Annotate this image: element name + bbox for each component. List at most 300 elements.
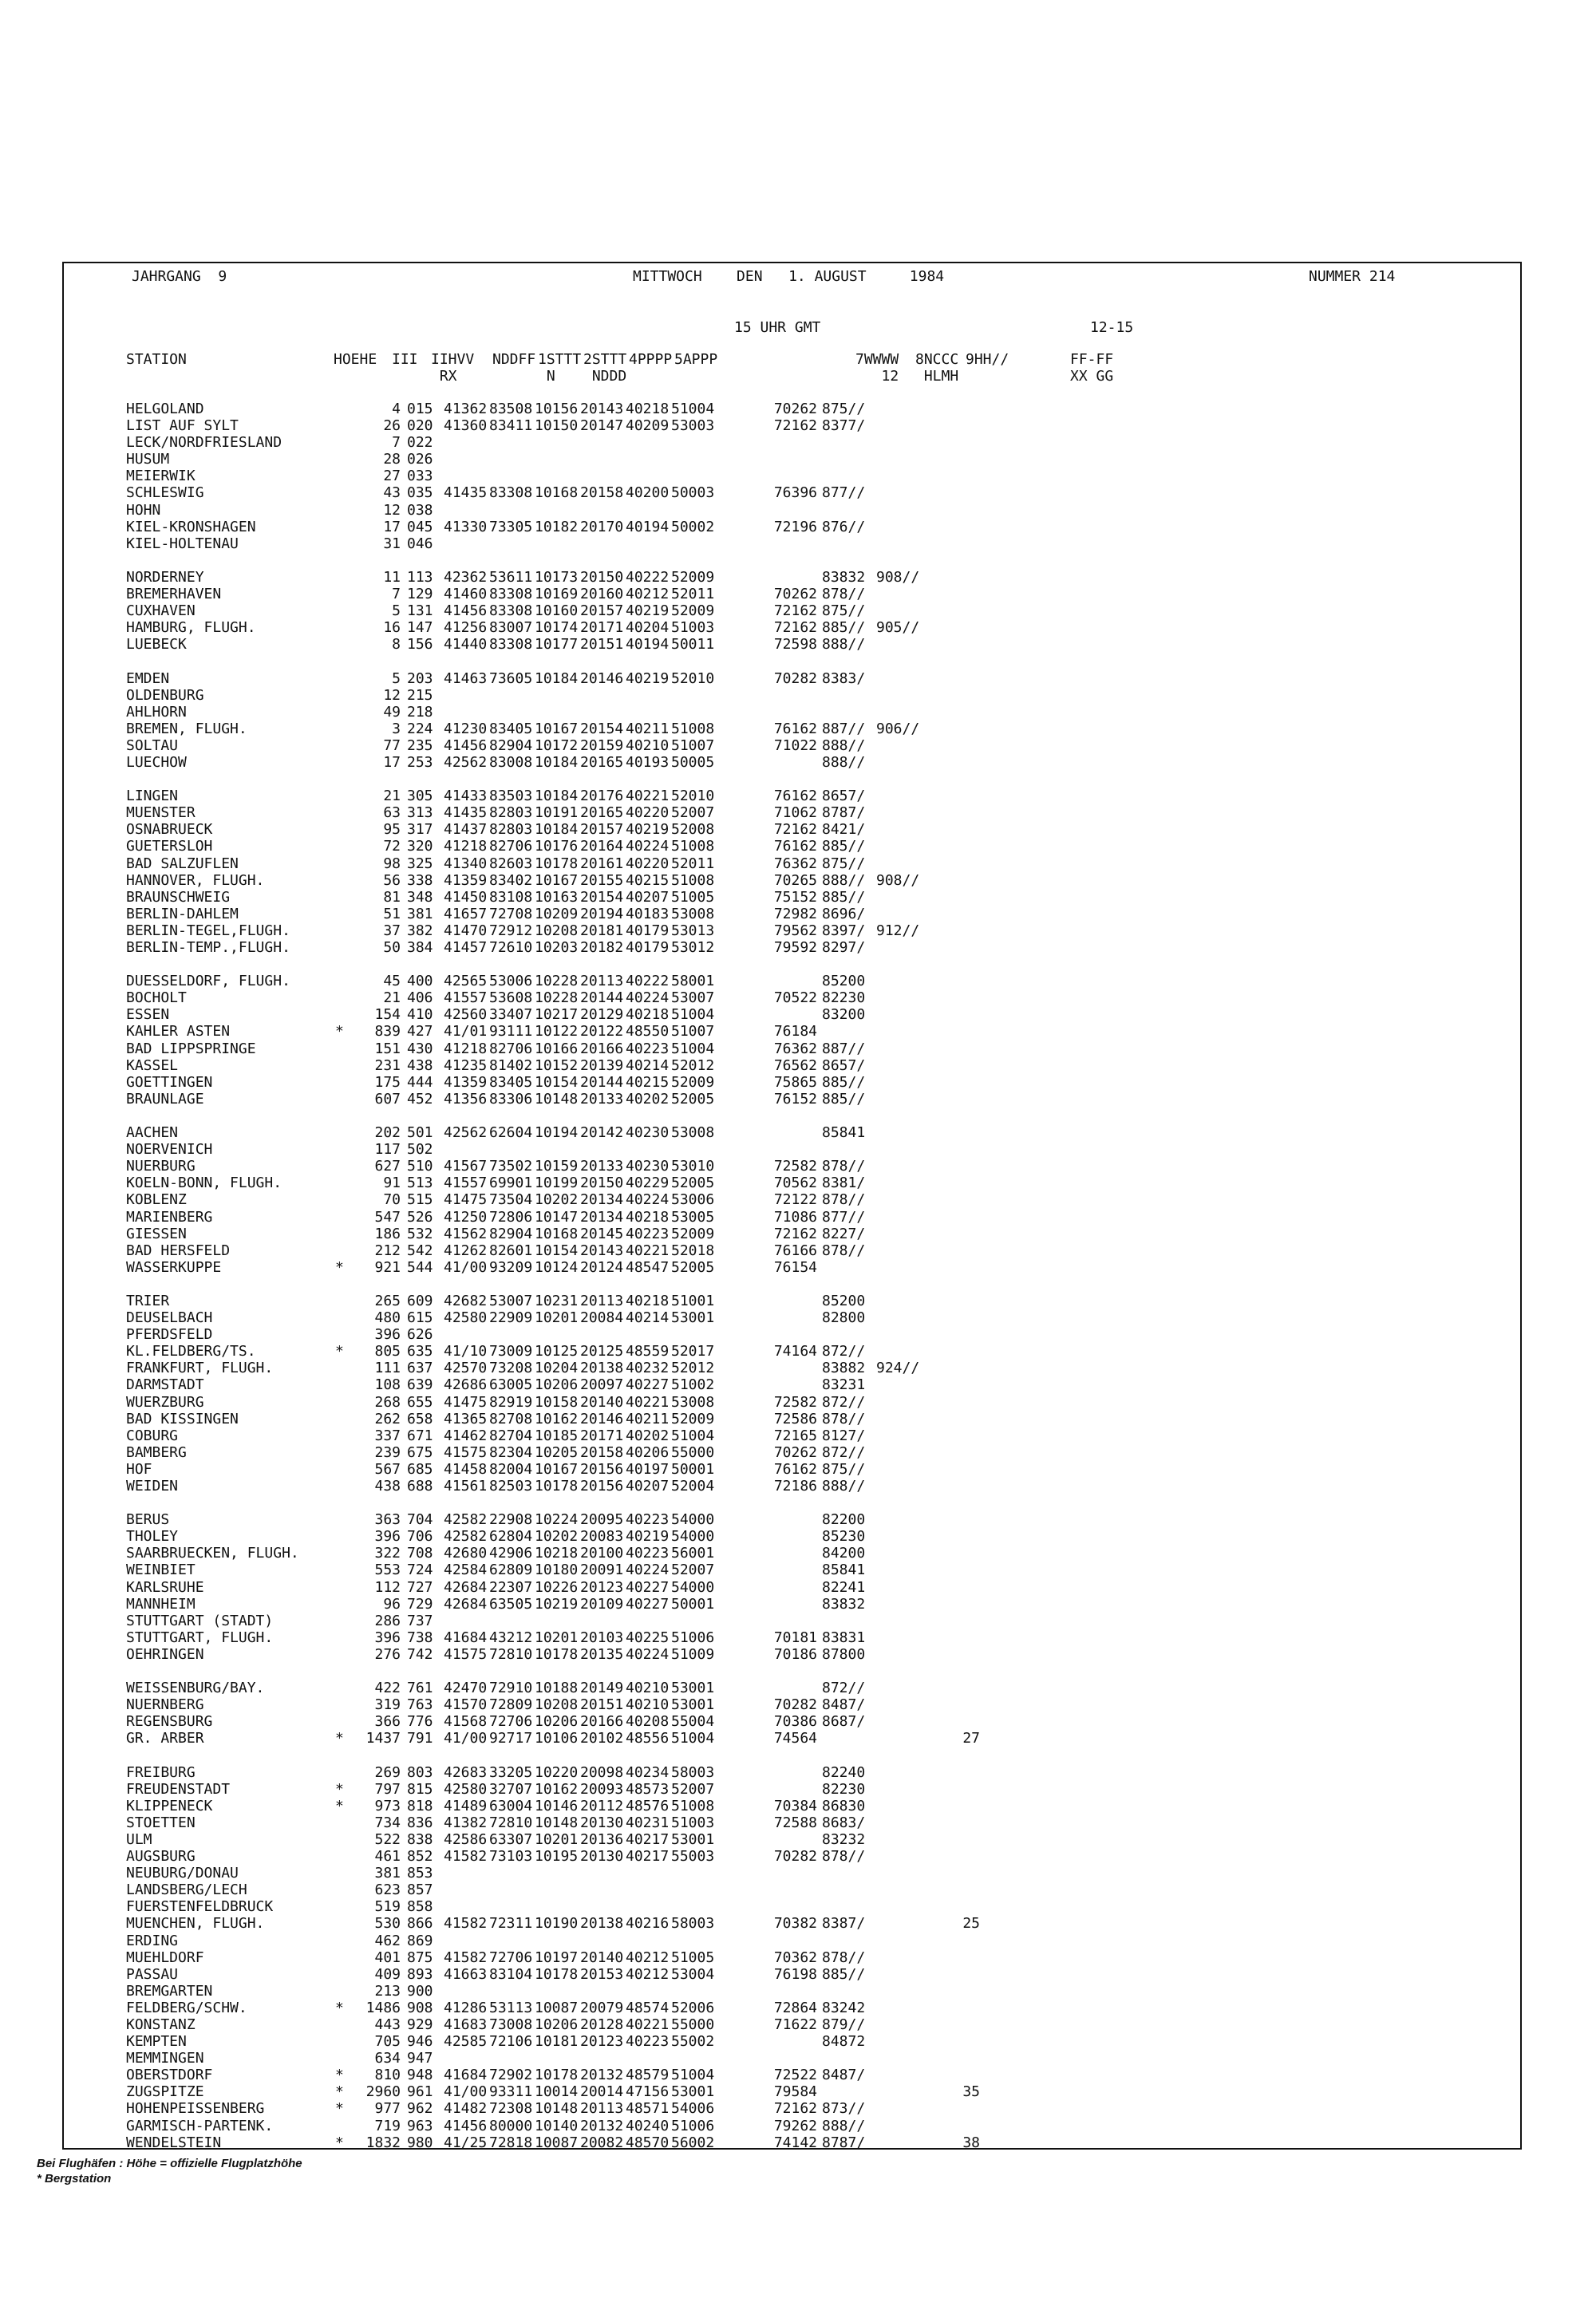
group-nddff: 53007 [489,1292,533,1309]
mountain-marker [335,989,351,1006]
group-2sttt: 20138 [580,1360,624,1377]
group-nddff: 72106 [489,2033,533,2051]
group-8nccc: 885// [822,838,866,855]
group-7wwww: 70522 [773,989,817,1007]
group-5appp: 52011 [671,586,715,603]
station-number: 026 [407,451,433,468]
group-2sttt: 20132 [580,2067,624,2084]
group-8nccc [822,1326,876,1343]
group-iihvv: 41/00 [444,2083,488,2101]
station-name: LUECHOW [126,753,187,771]
station-number: 791 [407,1730,433,1747]
group-5appp: 52004 [671,1478,715,1494]
group-2sttt: 20109 [580,1595,624,1613]
group-9hh [876,1057,948,1074]
station-number: 763 [407,1696,433,1714]
group-8nccc: 888// [822,753,866,771]
table-row [126,1915,980,1932]
table-row [126,1865,980,1881]
group-8nccc: 83832 [822,1595,866,1613]
group-1sttt: 10197 [535,1949,579,1966]
group-2sttt: 20166 [580,1713,624,1731]
table-row [126,1242,980,1259]
group-4pppp: 40218 [626,401,670,417]
group-9hh [876,1865,948,1881]
group-2sttt: 20083 [580,1528,624,1546]
group-1sttt: 10226 [535,1578,579,1596]
station-number: 035 [407,484,433,502]
group-7wwww: 72165 [773,1427,817,1444]
mountain-marker [335,1478,351,1494]
table-row [126,1191,980,1208]
group-8nccc [822,2083,876,2100]
group-7wwww: 76166 [773,1242,817,1259]
group-nddff: 82904 [489,736,533,754]
station-height: 108 [374,1376,401,1394]
table-row [126,1376,980,1393]
group-2sttt: 20128 [580,2016,624,2033]
gust-ff [948,1478,980,1494]
gust-ff [948,1191,980,1208]
group-4pppp: 40220 [626,804,670,822]
group-1sttt: 10206 [535,2016,579,2033]
issue-date: MITTWOCH DEN 1. AUGUST 1984 [633,268,945,285]
group-7wwww: 76152 [773,1090,817,1108]
group-9hh [876,821,948,838]
station-number: 688 [407,1478,433,1494]
station-height: 17 [383,753,401,771]
group-iihvv: 42682 [444,1292,488,1309]
station-height: 95 [383,821,401,839]
row-spacer [126,1747,980,1764]
group-2sttt: 20095 [580,1511,624,1529]
table-row [126,502,980,519]
gust-ff [948,1023,980,1040]
station-number: 427 [407,1023,433,1040]
gust-ff [948,906,980,922]
group-nddff: 72902 [489,2067,533,2084]
station-height: 175 [374,1073,401,1091]
table-row [126,1730,980,1747]
station-number: 929 [407,2016,433,2033]
group-9hh [876,804,948,821]
table-row [126,1226,980,1242]
mountain-marker [335,1898,351,1915]
group-4pppp: 48556 [626,1730,670,1747]
group-iihvv [444,502,489,519]
group-7wwww [757,1881,822,1898]
group-nddff: 62809 [489,1562,533,1579]
group-7wwww: 76162 [773,838,817,855]
group-7wwww: 70282 [773,1848,817,1866]
group-9hh [876,2134,948,2151]
group-7wwww: 72982 [773,905,817,922]
station-name: MARIENBERG [126,1208,213,1226]
mountain-marker [335,939,351,956]
station-name: BRAUNLAGE [126,1090,204,1108]
group-1sttt: 10160 [535,602,579,620]
group-nddff: 83405 [489,1073,533,1091]
mountain-marker [335,1091,351,1108]
group-nddff: 73504 [489,1191,533,1209]
group-iihvv: 41462 [444,1427,488,1444]
group-4pppp: 40240 [626,2117,670,2134]
group-5appp [671,687,717,704]
group-1sttt: 10191 [535,804,579,822]
mountain-marker [335,1613,351,1629]
station-name: KL.FELDBERG/TS. [126,1343,256,1360]
table-row [126,1983,980,2000]
station-number: 313 [407,804,433,822]
group-4pppp: 40231 [626,1814,670,1831]
station-height: 276 [374,1645,401,1663]
station-number: 858 [407,1898,433,1916]
mountain-marker [335,1881,351,1898]
station-number: 147 [407,619,433,637]
group-2sttt: 20122 [580,1023,624,1040]
table-row [126,1511,980,1528]
gust-ff [948,2016,980,2033]
station-height: 28 [383,451,401,468]
station-number: 033 [407,468,433,485]
group-4pppp: 40209 [626,417,670,435]
station-name: BERLIN-TEGEL,FLUGH. [126,922,290,939]
gust-ff [948,1713,980,1730]
mountain-marker [335,1360,351,1376]
group-nddff: 33205 [489,1763,533,1781]
station-number: 626 [407,1326,433,1344]
group-iihvv: 41575 [444,1443,488,1461]
group-5appp: 52009 [671,1073,715,1091]
group-8nccc: 82240 [822,1763,866,1781]
group-1sttt: 10185 [535,1427,579,1444]
station-number: 532 [407,1225,433,1242]
mountain-marker [335,1141,351,1158]
station-height: 337 [374,1427,401,1444]
time-range: 12-15 [1090,319,1134,336]
group-7wwww [757,502,822,519]
group-9hh [876,1427,948,1444]
group-5appp: 51009 [671,1645,715,1663]
group-4pppp: 40215 [626,1073,670,1091]
group-1sttt [535,434,580,451]
group-7wwww: 76162 [773,788,817,805]
group-5appp: 53007 [671,989,715,1007]
gust-ff [948,636,980,653]
group-iihvv: 42584 [444,1562,488,1579]
group-1sttt: 10206 [535,1376,579,1394]
group-9hh [876,535,948,552]
station-height: 212 [374,1242,401,1259]
station-name: FREIBURG [126,1763,196,1781]
group-9hh [876,484,948,501]
group-iihvv: 42562 [444,753,488,771]
group-nddff: 72809 [489,1696,533,1714]
station-number: 410 [407,1006,433,1024]
group-iihvv: 41437 [444,821,488,839]
group-iihvv: 42570 [444,1360,488,1377]
group-2sttt: 20134 [580,1208,624,1226]
station-height: 51 [383,905,401,922]
group-7wwww [757,1006,822,1023]
group-8nccc [822,1259,876,1276]
mountain-marker [335,1411,351,1427]
group-8nccc: 878// [822,1949,866,1966]
group-iihvv [444,687,489,704]
group-nddff: 83306 [489,1090,533,1108]
station-name: ZUGSPITZE [126,2083,204,2101]
mountain-marker [335,401,351,417]
group-5appp [671,1881,717,1898]
group-9hh [876,2033,948,2050]
group-iihvv: 41262 [444,1242,488,1259]
station-height: 17 [383,518,401,535]
gust-ff [948,1444,980,1461]
group-1sttt: 10184 [535,788,579,805]
station-name: KIEL-KRONSHAGEN [126,518,256,535]
group-8nccc [822,1141,876,1158]
group-iihvv [444,1326,489,1343]
station-number: 215 [407,686,433,704]
group-4pppp: 40227 [626,1376,670,1394]
group-2sttt: 20164 [580,838,624,855]
group-iihvv: 41567 [444,1158,488,1175]
mountain-marker [335,502,351,519]
station-height: 396 [374,1629,401,1646]
station-height: 409 [374,1965,401,1983]
group-1sttt: 10087 [535,2134,579,2151]
table-row [126,1713,980,1730]
group-8nccc: 877// [822,484,866,502]
group-1sttt: 10166 [535,1040,579,1057]
station-name: BRAUNSCHWEIG [126,888,231,906]
station-name: DARMSTADT [126,1376,204,1394]
group-4pppp: 40202 [626,1090,670,1108]
group-nddff: 42906 [489,1545,533,1562]
group-7wwww: 74164 [773,1343,817,1360]
mountain-marker: * [335,2100,344,2118]
station-height: 268 [374,1393,401,1411]
group-2sttt: 20140 [580,1949,624,1966]
group-7wwww [757,1596,822,1613]
group-nddff: 82503 [489,1478,533,1494]
group-9hh [876,1966,948,1983]
station-height: 5 [392,669,401,687]
group-iihvv: 41562 [444,1225,488,1242]
station-height: 1486 [365,1999,401,2016]
group-9hh [876,1915,948,1932]
row-spacer [126,771,980,788]
group-8nccc: 8127/ [822,1427,866,1444]
table-row [126,754,980,771]
mountain-marker [335,1545,351,1562]
group-5appp: 53001 [671,1680,715,1697]
group-8nccc: 84872 [822,2033,866,2051]
group-2sttt: 20154 [580,888,624,906]
group-nddff: 92717 [489,1730,533,1747]
group-5appp: 52007 [671,804,715,822]
group-nddff: 53006 [489,973,533,990]
group-8nccc: 83882 [822,1360,866,1377]
station-height: 3 [392,720,401,737]
group-8nccc: 875// [822,1460,866,1478]
group-7wwww [757,569,822,586]
group-iihvv: 41456 [444,736,488,754]
station-number: 857 [407,1881,433,1899]
group-iihvv: 42582 [444,1528,488,1546]
group-9hh [876,1124,948,1141]
mountain-marker: * [335,1730,344,1747]
group-2sttt: 20151 [580,1696,624,1714]
station-height: 112 [374,1578,401,1596]
group-4pppp: 40197 [626,1460,670,1478]
station-name: ESSEN [126,1006,170,1024]
group-1sttt: 10162 [535,1780,579,1798]
gust-ff [948,2000,980,2016]
group-4pppp: 40223 [626,2033,670,2051]
station-name: LUEBECK [126,636,187,653]
group-7wwww: 76198 [773,1965,817,1983]
group-7wwww: 72582 [773,1393,817,1411]
station-name: BERLIN-DAHLEM [126,905,239,922]
group-nddff: 63005 [489,1376,533,1394]
group-8nccc [822,1730,876,1747]
station-height: 1832 [365,2134,401,2151]
table-row [126,804,980,821]
group-nddff: 63004 [489,1797,533,1814]
station-number: 501 [407,1124,433,1142]
group-4pppp: 48559 [626,1343,670,1360]
station-number: 776 [407,1713,433,1731]
group-4pppp: 48579 [626,2067,670,2084]
table-row [126,1545,980,1562]
col-header-9hh: 9HH// [966,351,1009,368]
group-4pppp: 47156 [626,2083,670,2101]
group-2sttt: 20084 [580,1309,624,1327]
group-1sttt: 10154 [535,1073,579,1091]
group-2sttt [580,704,626,721]
group-2sttt: 20146 [580,1410,624,1427]
group-8nccc: 875// [822,602,866,620]
group-nddff [489,704,535,721]
group-iihvv: 41582 [444,1949,488,1966]
group-iihvv: 41568 [444,1713,488,1731]
group-1sttt: 10167 [535,720,579,737]
station-number: 706 [407,1528,433,1546]
group-nddff: 69901 [489,1175,533,1192]
station-name: HUSUM [126,451,170,468]
station-name: NOERVENICH [126,1141,213,1159]
group-5appp: 53001 [671,2083,715,2101]
station-number: 980 [407,2134,433,2151]
group-iihvv: 41362 [444,401,488,417]
group-4pppp [626,1865,671,1881]
station-name: LANDSBERG/LECH [126,1881,247,1899]
table-row [126,2134,980,2151]
group-nddff [489,434,535,451]
group-5appp: 51003 [671,619,715,637]
group-8nccc: 885// [822,1090,866,1108]
table-row [126,821,980,838]
station-name: BREMERHAVEN [126,586,222,603]
group-9hh [876,1949,948,1966]
group-1sttt: 10172 [535,736,579,754]
gust-ff [948,821,980,838]
mountain-marker: * [335,1797,344,1814]
table-row [126,569,980,586]
table-row [126,586,980,602]
table-row [126,1848,980,1865]
group-1sttt: 10156 [535,401,579,417]
group-5appp: 53006 [671,1191,715,1209]
station-number: 038 [407,501,433,519]
station-number: 452 [407,1090,433,1108]
group-8nccc: 85841 [822,1124,866,1142]
mountain-marker [335,1865,351,1881]
group-nddff [489,451,535,468]
group-1sttt: 10150 [535,417,579,435]
group-9hh [876,1309,948,1326]
station-name: BOCHOLT [126,989,187,1007]
group-4pppp [626,535,671,552]
station-name: BERLIN-TEMP.,FLUGH. [126,939,290,956]
table-row [126,2016,980,2033]
group-2sttt: 20150 [580,1175,624,1192]
group-8nccc: 887// [822,720,866,737]
group-1sttt: 10167 [535,871,579,889]
mountain-marker [335,1209,351,1226]
group-9hh [876,586,948,602]
group-2sttt: 20161 [580,855,624,872]
station-number: 963 [407,2117,433,2134]
group-1sttt [535,1881,580,1898]
group-7wwww: 76362 [773,855,817,872]
group-7wwww [757,1528,822,1545]
group-1sttt: 10178 [535,2067,579,2084]
group-2sttt [580,1613,626,1629]
group-9hh [876,2083,948,2100]
group-5appp [671,2050,717,2067]
group-9hh [876,1511,948,1528]
table-row [126,939,980,956]
col-header-nddff: NDDFF [492,351,536,368]
group-4pppp: 40218 [626,1208,670,1226]
group-1sttt: 10178 [535,855,579,872]
gust-ff [948,989,980,1006]
col-header-iii: III [392,351,418,368]
table-row [126,636,980,653]
col-header-7wwww: 7WWWW 12 [855,351,899,385]
mountain-marker [335,535,351,552]
station-name: MEIERWIK [126,468,196,485]
group-4pppp: 40221 [626,788,670,805]
group-7wwww [757,754,822,771]
table-row [126,2118,980,2134]
group-iihvv: 42470 [444,1680,488,1697]
group-4pppp: 40221 [626,1393,670,1411]
mountain-marker [335,2050,351,2067]
gust-ff [948,2067,980,2083]
station-name: KLIPPENECK [126,1797,213,1814]
group-1sttt: 10168 [535,484,579,502]
station-name: KARLSRUHE [126,1578,204,1596]
group-8nccc: 83200 [822,1006,866,1024]
table-row [126,2083,980,2100]
group-9hh [876,1696,948,1713]
station-number: 655 [407,1393,433,1411]
group-8nccc [822,687,876,704]
group-5appp: 52009 [671,602,715,620]
